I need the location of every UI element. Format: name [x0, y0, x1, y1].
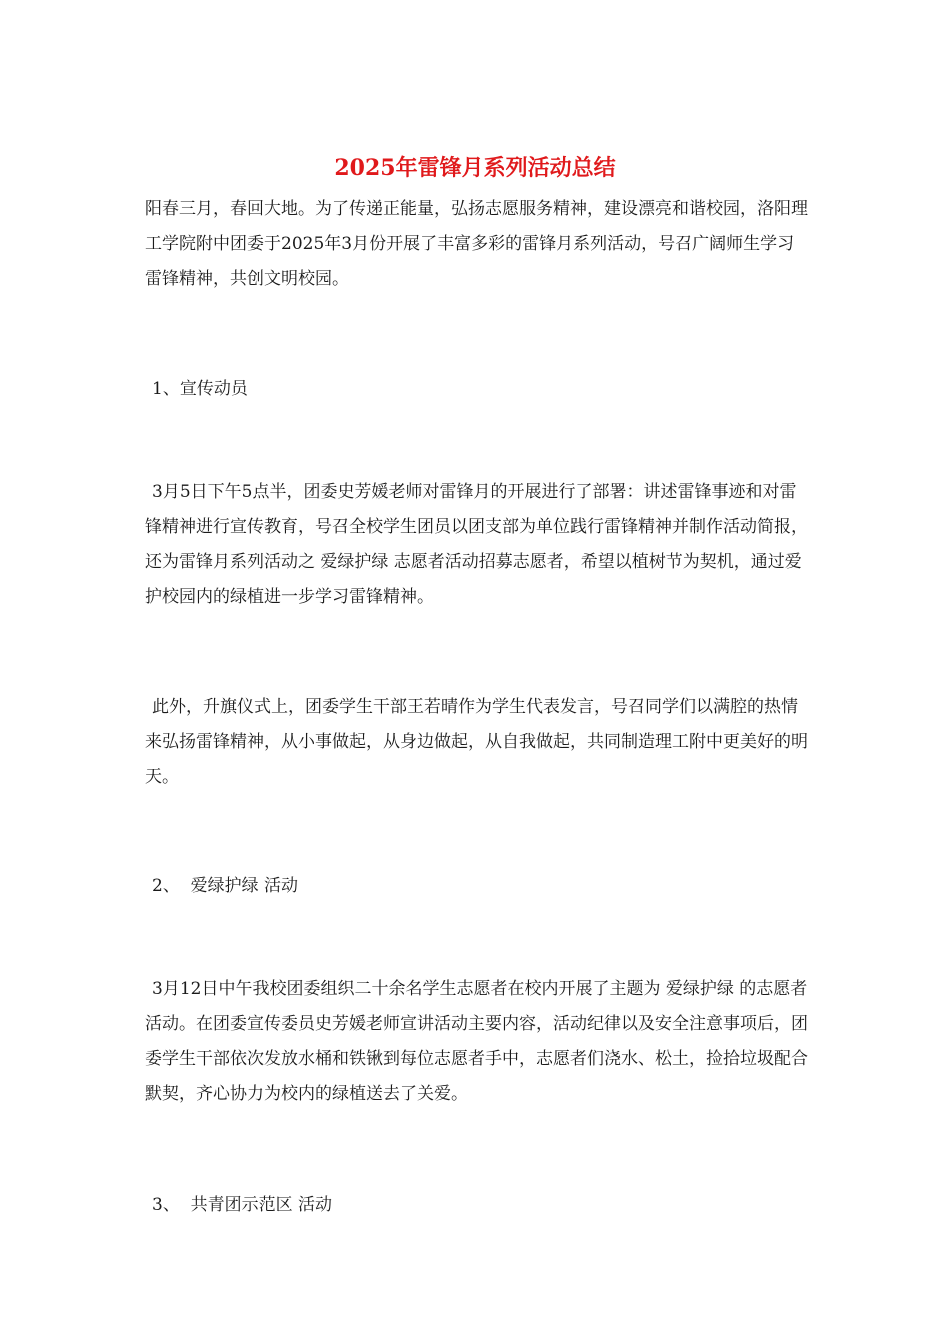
section-heading-model-zone: 3、 共青团示范区 活动: [152, 1195, 333, 1215]
document-title: 2025年雷锋月系列活动总结: [334, 155, 616, 181]
section-publicity-paragraph-1: 3月5日下午5点半，团委史芳媛老师对雷锋月的开展进行了部署：讲述雷锋事迹和对雷锋精神进行宣传教育，号召全校学生团员以团支部为单位践行雷锋精神并制作活动简报，还为雷锋月系列活动之 爱绿护绿 志愿者活动招募志愿者，希望以植树节为契机，通过爱护校园内的绿植进一步学习雷锋精神。: [145, 482, 808, 607]
section-heading-green: 2、 爱绿护绿 活动: [152, 876, 299, 896]
section-heading-publicity: 1、宣传动员: [152, 379, 248, 399]
intro-paragraph: 阳春三月，春回大地。为了传递正能量，弘扬志愿服务精神，建设漂亮和谐校园，洛阳理工学院附中团委于2025年3月份开展了丰富多彩的雷锋月系列活动，号召广阔师生学习雷锋精神，共创文明校园。: [145, 199, 808, 289]
section-publicity-paragraph-2: 此外，升旗仪式上，团委学生干部王若晴作为学生代表发言，号召同学们以满腔的热情来弘扬雷锋精神，从小事做起，从身边做起，从自我做起，共同制造理工附中更美好的明天。: [145, 697, 808, 787]
section-green-paragraph-1: 3月12日中午我校团委组织二十余名学生志愿者在校内开展了主题为 爱绿护绿 的志愿者活动。在团委宣传委员史芳媛老师宣讲活动主要内容，活动纪律以及安全注意事项后，团委学生干部依次发放水桶和铁锹到每位志愿者手中，志愿者们浇水、松土，捡拾垃圾配合默契，齐心协力为校内的绿植送去了关爱。: [145, 979, 808, 1104]
